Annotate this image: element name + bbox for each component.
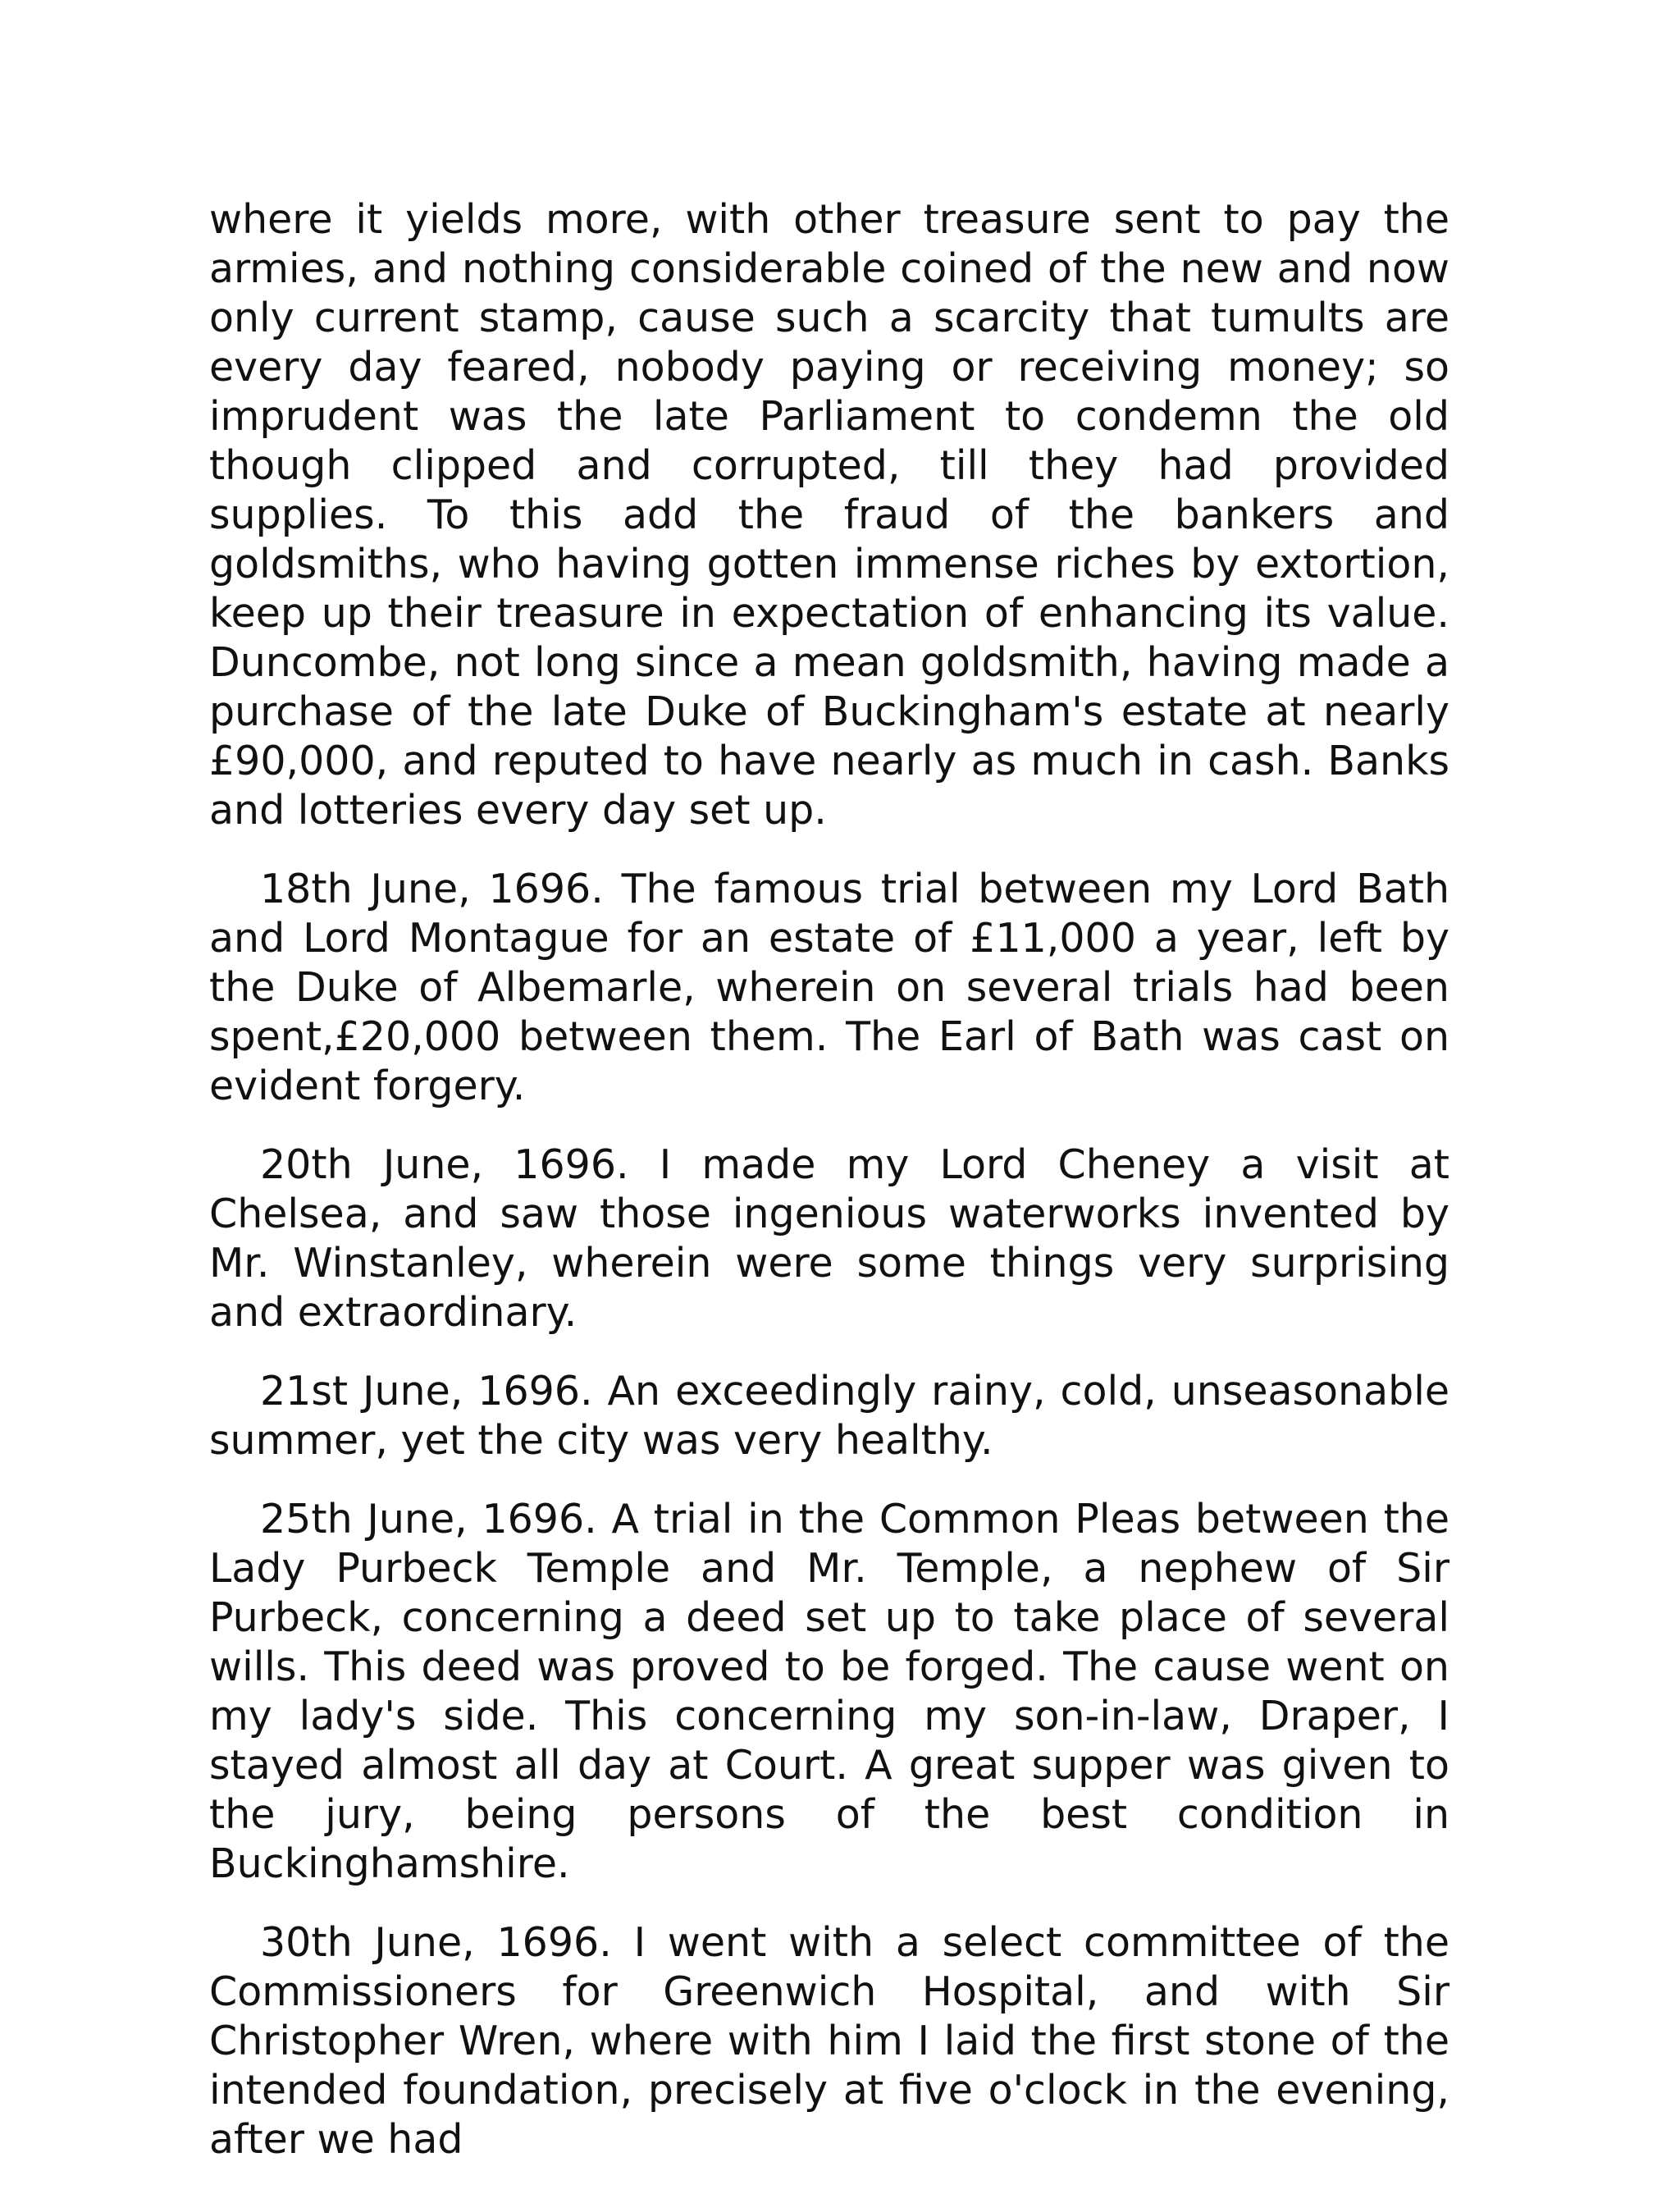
paragraph-continuation: where it yields more, with other treasure sent to pay the armies, and nothing considerable coined of the new and now only current stamp, cause such a scarcity that tumults are every day feared, nobody paying or receiving money; so imprudent was the late Parliament to condemn the old though clipped and corrupted, till they had provided supplies. To this add the fraud of the bankers and goldsmiths, who having gotten immense riches by extortion, keep up their treasure in expectation of enhancing its value. Duncombe, not long since a mean goldsmith, having made a purchase of the late Duke of Buckingham's estate at nearly £90,000, and reputed to have nearly as much in cash. Banks and lotteries every day set up. — [209, 196, 1449, 834]
paragraph-30th-june: 30th June, 1696. I went with a select committee of the Commissioners for Greenwich Hospital, and with Sir Christopher Wren, where with him I laid the first stone of the intended foundation, precisely at five o'clock in the evening, after we had — [209, 1919, 1449, 2163]
paragraph-18th-june: 18th June, 1696. The famous trial between my Lord Bath and Lord Montague for an estate of £11,000 a year, left by the Duke of Albemarle, wherein on several trials had been spent,£20,000 between them. The Earl of Bath was cast on evident forgery. — [209, 866, 1449, 1109]
paragraph-21st-june: 21st June, 1696. An exceedingly rainy, cold, unseasonable summer, yet the city was very healthy. — [209, 1368, 1449, 1464]
paragraph-25th-june: 25th June, 1696. A trial in the Common Pleas between the Lady Purbeck Temple and Mr. Temple, a nephew of Sir Purbeck, concerning a deed set up to take place of several wills. This deed was proved to be forged. The cause went on my lady's side. This concerning my son-in-law, Draper, I stayed almost all day at Court. A great supper was given to the jury, being persons of the best condition in Buckinghamshire. — [209, 1496, 1449, 1887]
document-page — [209, 195, 1449, 2194]
paragraph-20th-june: 20th June, 1696. I made my Lord Cheney a visit at Chelsea, and saw those ingenious waterworks invented by Mr. Winstanley, wherein were some things very surprising and extraordinary. — [209, 1141, 1449, 1336]
